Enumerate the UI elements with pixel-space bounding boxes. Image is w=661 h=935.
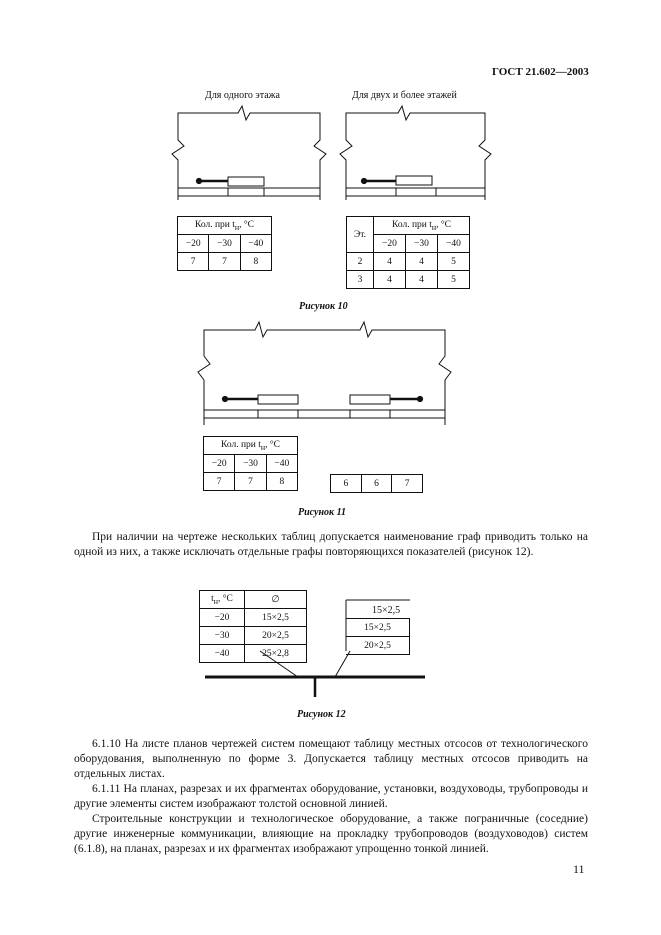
temp-cell: −30 — [209, 235, 240, 253]
floor-cell: 2 — [347, 253, 374, 271]
temp-cell: −20 — [200, 609, 245, 627]
count-cell: 5 — [438, 253, 470, 271]
temp-cell: −40 — [438, 235, 470, 253]
count-cell: 4 — [374, 253, 406, 271]
size-cell: 25×2,8 — [245, 645, 307, 663]
table-header: Кол. при $t_н$, °С — [374, 217, 470, 235]
table-row — [200, 627, 307, 645]
fig12-continuation-value: 15×2,5 — [372, 605, 401, 616]
temp-cell: −20 — [178, 235, 209, 253]
count-cell: 7 — [392, 475, 423, 493]
fig10-label-single-floor: Для одного этажа — [205, 90, 280, 101]
standard-header: ГОСТ 21.602—2003 — [492, 66, 589, 78]
fig10-multi-floor-plan — [340, 106, 491, 200]
temp-cell: −30 — [235, 455, 266, 473]
table-header: Кол. при $t_н$, °С — [204, 437, 298, 455]
paragraph-6-1-10: 6.1.10 На листе планов чертежей систем помещают таблицу местных отсосов от технологического оборудования, выполненную по форме 3. Допускается таблицу местных отсосов приводить на отдельных листах. — [74, 738, 588, 780]
count-cell: 7 — [209, 253, 240, 271]
fig11-continuation-table — [330, 474, 423, 493]
fig10-multi-floor-table — [346, 216, 470, 289]
diameter-header: ∅ — [245, 591, 307, 609]
count-cell: 4 — [406, 253, 438, 271]
temp-cell: −30 — [200, 627, 245, 645]
count-cell: 7 — [204, 473, 235, 491]
temp-cell: −30 — [406, 235, 438, 253]
floor-cell: 3 — [347, 271, 374, 289]
size-cell: 20×2,5 — [245, 627, 307, 645]
count-cell: 7 — [235, 473, 266, 491]
count-cell: 8 — [240, 253, 271, 271]
count-cell: 4 — [406, 271, 438, 289]
fig10-caption: Рисунок 10 — [299, 301, 348, 312]
temp-cell: −20 — [204, 455, 235, 473]
temp-cell: −40 — [200, 645, 245, 663]
fig10-single-floor-plan — [172, 106, 326, 200]
count-cell: 4 — [374, 271, 406, 289]
table-header: Кол. при $t_н$, °С — [178, 217, 272, 235]
count-cell: 6 — [331, 475, 362, 493]
paragraph-building-structures: Строительные конструкции и технологическое оборудование, а также пограничные (соседние) другие инженерные коммуникации, влияющие на прокладку трубопроводов (воздуховодов) систем (6.1.8), на планах, разрезах и их фрагментах изображают упрощенно тонкой линией. — [74, 813, 588, 855]
size-cell: 15×2,5 — [346, 619, 410, 637]
temp-header: $t_н$, °С — [200, 591, 245, 609]
fig10-label-multi-floor: Для двух и более этажей — [352, 90, 457, 101]
table-row — [200, 645, 307, 663]
table-row — [200, 609, 307, 627]
intro-paragraph: При наличии на чертеже нескольких таблиц допускается наименование граф приводить только на одной из них, а также исключать отдельные графы повторяющихся показателей (рисунок 12). — [74, 531, 588, 558]
temp-cell: −20 — [374, 235, 406, 253]
fig11-plan — [198, 322, 451, 425]
fig12-table — [199, 590, 307, 663]
fig10-single-floor-table — [177, 216, 272, 271]
count-cell: 7 — [178, 253, 209, 271]
table-row — [347, 271, 470, 289]
fig12-caption: Рисунок 12 — [297, 709, 346, 720]
floor-header: Эт. — [347, 217, 374, 253]
size-cell: 15×2,5 — [245, 609, 307, 627]
temp-cell: −40 — [266, 455, 297, 473]
fig11-table — [203, 436, 298, 491]
fig12-continuation-table — [346, 618, 410, 655]
count-cell: 6 — [361, 475, 392, 493]
count-cell: 5 — [438, 271, 470, 289]
table-row — [347, 253, 470, 271]
size-cell: 20×2,5 — [346, 637, 410, 655]
page-number: 11 — [573, 862, 585, 876]
paragraph-6-1-11: 6.1.11 На планах, разрезах и их фрагментах оборудование, установки, воздуховоды, трубопроводы и другие элементы систем изображают толстой основной линией. — [74, 783, 588, 810]
fig11-caption: Рисунок 11 — [298, 507, 347, 518]
count-cell: 8 — [266, 473, 297, 491]
temp-cell: −40 — [240, 235, 271, 253]
